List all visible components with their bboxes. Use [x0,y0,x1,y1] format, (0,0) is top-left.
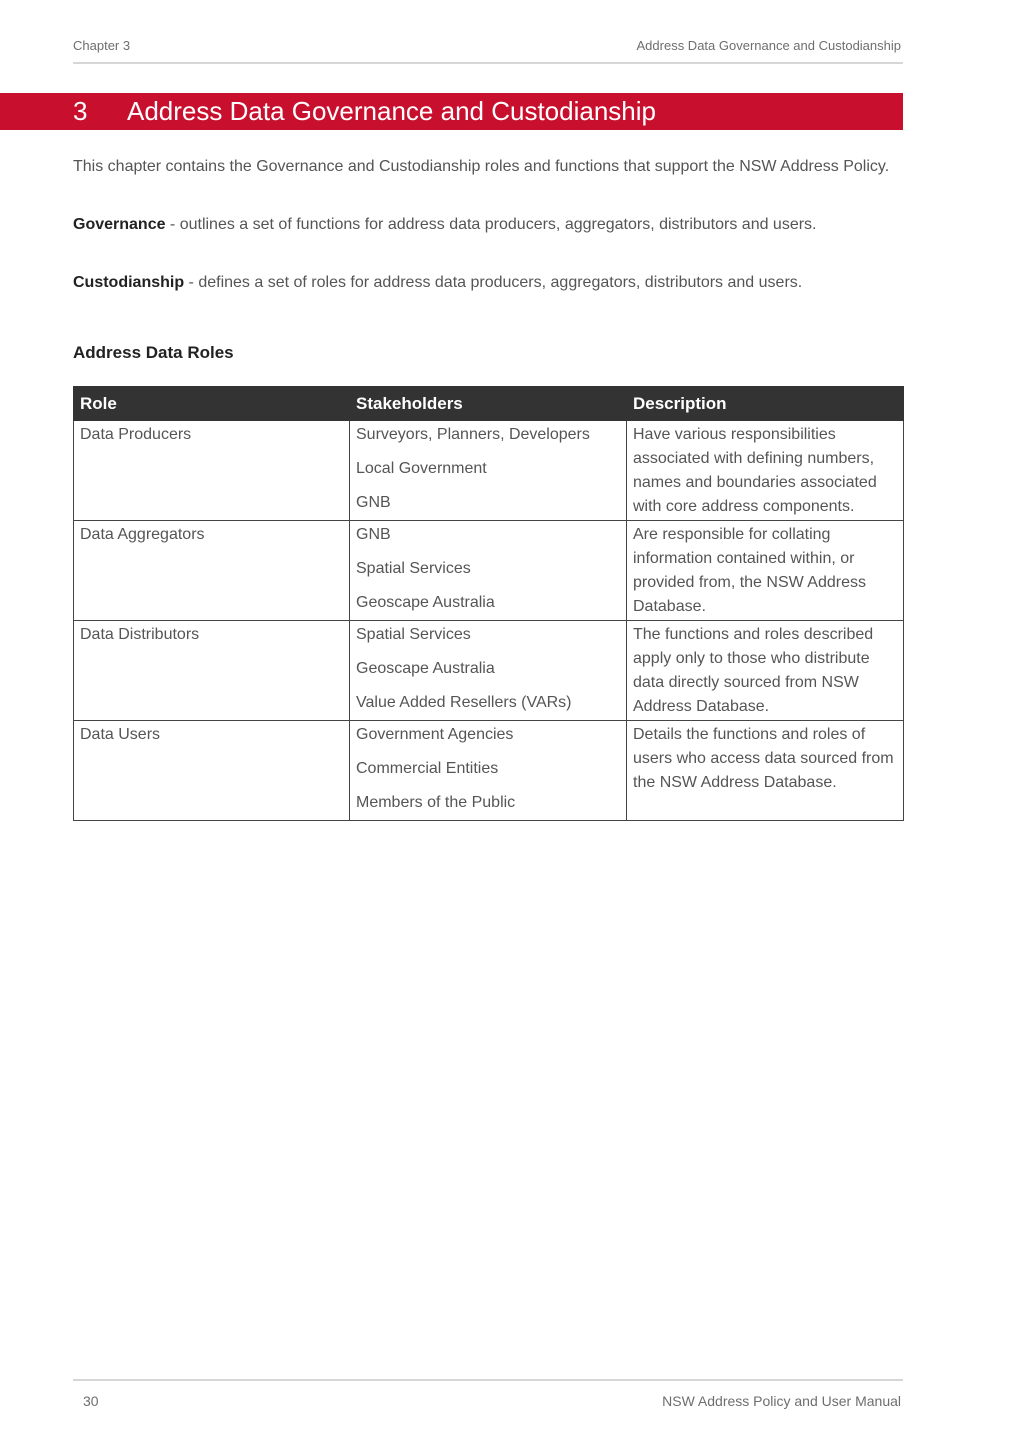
section-heading: Address Data Roles [73,343,234,362]
stakeholders-cell [350,521,627,621]
table-row [74,521,904,621]
role-cell: Data Aggregators [74,521,350,621]
stakeholder-item: Geoscape Australia [356,594,495,611]
table-row [74,421,904,521]
stakeholders-cell [350,621,627,721]
chapter-title-banner [0,93,903,130]
custodianship-paragraph [73,271,905,295]
stakeholders-cell [350,421,627,521]
description-cell: Are responsible for collating information contained within, or provided from, the NSW Address Database. [627,521,904,621]
stakeholder-item: Commercial Entities [356,760,499,777]
stakeholder-item: GNB [356,526,391,543]
role-cell: Data Distributors [74,621,350,721]
governance-term: Governance [73,216,166,233]
description-cell: The functions and roles described apply only to those who distribute data directly sourced from NSW Address Database. [627,621,904,721]
column-header-stakeholders: Stakeholders [350,387,627,421]
stakeholder-item: Members of the Public [356,794,516,811]
publication-title: NSW Address Policy and User Manual [662,1393,901,1409]
running-header [73,38,903,64]
table-row [74,721,904,821]
header-section-label: Address Data Governance and Custodianship [636,38,901,53]
header-chapter-label: Chapter 3 [73,38,131,53]
role-cell: Data Producers [74,421,350,521]
column-header-role: Role [74,387,350,421]
stakeholder-item: Spatial Services [356,560,471,577]
chapter-number: 3 [73,96,88,126]
stakeholders-cell [350,721,627,821]
stakeholder-item: Local Government [356,460,487,477]
governance-definition: - outlines a set of functions for address data producers, aggregators, distributors and users. [165,216,817,233]
address-data-roles-table [73,386,904,821]
table-header-row [74,387,904,421]
stakeholder-item: Surveyors, Planners, Developers [356,426,590,443]
stakeholder-item: Government Agencies [356,726,514,743]
description-cell: Have various responsibilities associated with defining numbers, names and boundaries associated with core address components. [627,421,904,521]
governance-paragraph [73,213,905,237]
stakeholder-item: Geoscape Australia [356,660,495,677]
role-cell: Data Users [74,721,350,821]
stakeholder-item: GNB [356,494,391,511]
chapter-title: Address Data Governance and Custodianship [127,96,656,126]
description-cell: Details the functions and roles of users who access data sourced from the NSW Address Database. [627,721,904,821]
stakeholder-item: Value Added Resellers (VARs) [356,694,572,711]
table-row [74,621,904,721]
stakeholder-item: Spatial Services [356,626,471,643]
custodianship-term: Custodianship [73,274,185,291]
intro-paragraph: This chapter contains the Governance and Custodianship roles and functions that support the NSW Address Policy. [73,158,890,175]
custodianship-definition: - defines a set of roles for address data producers, aggregators, distributors and users. [184,274,803,291]
page-number: 30 [83,1393,99,1409]
running-footer [73,1379,903,1409]
column-header-description: Description [627,387,904,421]
